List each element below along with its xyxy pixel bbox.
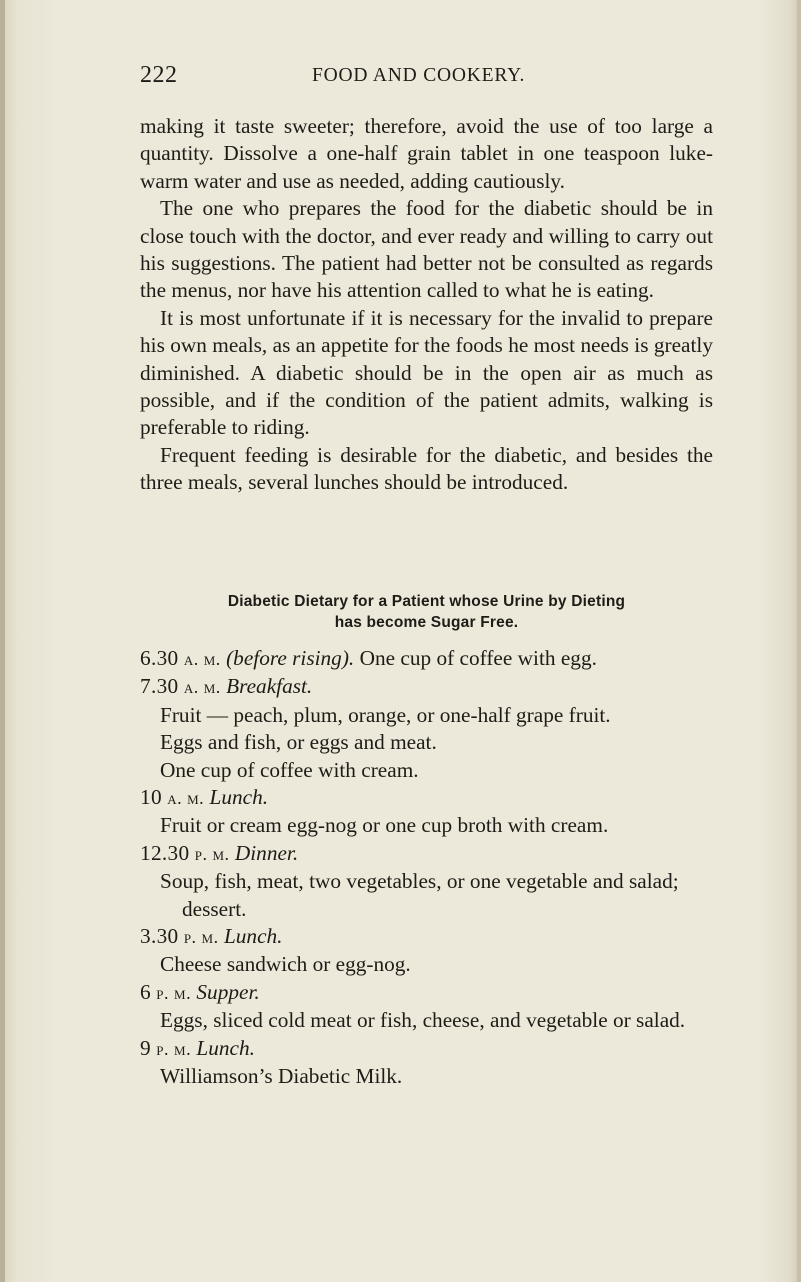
menu-entry bbox=[140, 784, 713, 812]
menu-ampm: a. m. bbox=[183, 649, 221, 669]
menu-item: Fruit — peach, plum, orange, or one-half grape fruit. bbox=[160, 702, 611, 727]
menu-meal: Breakfast. bbox=[226, 674, 313, 699]
menu-ampm: a. m. bbox=[183, 677, 221, 698]
menu-meal: Lunch. bbox=[196, 1035, 255, 1060]
menu-meal: Dinner. bbox=[234, 840, 299, 865]
menu-time: 3.30 bbox=[140, 924, 179, 949]
page-right-edge bbox=[797, 0, 801, 1282]
section-heading bbox=[140, 591, 713, 633]
paragraph: Frequent feeding is desirable for the diabetic, and besides the three meals, several lunches should be introduced. bbox=[140, 442, 713, 495]
menu-ampm: p. m. bbox=[156, 982, 192, 1003]
menu-ampm: p. m. bbox=[194, 843, 230, 864]
body-text bbox=[140, 113, 713, 497]
paragraph: making it taste sweeter; therefore, avoid the use of too large a quantity. Dissolve a one-half grain tablet in one teaspoon luke-warm water and use as needed, adding cautiously. bbox=[140, 114, 713, 193]
menu-entry bbox=[140, 673, 713, 701]
menu-inline-text: One cup of coffee with egg. bbox=[359, 646, 597, 670]
section-heading-line: has become Sugar Free. bbox=[334, 614, 519, 631]
menu-meal: Supper. bbox=[196, 979, 260, 1004]
menu-time: 10 bbox=[140, 785, 162, 810]
menu-entry bbox=[140, 645, 713, 673]
menu-item: Fruit or cream egg-nog or one cup broth with cream. bbox=[160, 813, 609, 838]
menu-item: One cup of coffee with cream. bbox=[160, 757, 419, 782]
menu-time: 6 bbox=[140, 979, 151, 1004]
menu-entry bbox=[140, 840, 713, 868]
menu-time: 7.30 bbox=[140, 674, 179, 699]
running-head: FOOD AND COOKERY. bbox=[312, 65, 526, 86]
page-left-edge bbox=[0, 0, 5, 1282]
menu-ampm: p. m. bbox=[156, 1038, 192, 1059]
menu-time: 9 bbox=[140, 1035, 151, 1060]
paragraph: The one who prepares the food for the diabetic should be in close touch with the doctor, and ever ready and willing to carry out his suggestions. The patient had better not be consulted as regards the menus, nor have his attention called to what he is eating. bbox=[140, 196, 713, 303]
menu-item: Cheese sandwich or egg-nog. bbox=[160, 952, 411, 977]
page-header bbox=[140, 62, 660, 92]
menu-item: Williamson’s Diabetic Milk. bbox=[160, 1064, 403, 1089]
menu-time: 12.30 bbox=[140, 840, 190, 865]
menu-entry bbox=[140, 1035, 713, 1063]
menu-meal: Lunch. bbox=[209, 785, 269, 810]
menu-meal: (before rising). bbox=[226, 646, 355, 670]
diet-menu bbox=[140, 645, 713, 1091]
section-heading-line: Diabetic Dietary for a Patient whose Urine by Dieting bbox=[227, 593, 626, 610]
menu-item: Soup, fish, meat, two vegetables, or one vegetable and salad; dessert. bbox=[160, 869, 679, 921]
menu-ampm: p. m. bbox=[183, 927, 219, 948]
page-number: 222 bbox=[140, 62, 178, 88]
menu-meal: Lunch. bbox=[223, 924, 283, 949]
menu-item: Eggs, sliced cold meat or fish, cheese, and vegetable or salad. bbox=[160, 1008, 686, 1033]
paragraph: It is most unfortunate if it is necessary for the invalid to prepare his own meals, as an appetite for the foods he most needs is greatly diminished. A diabetic should be in the open air as much as possible, and if the condition of the patient admits, walking is preferable to riding. bbox=[140, 305, 713, 440]
menu-time: 6.30 bbox=[140, 646, 179, 670]
menu-item: Eggs and fish, or eggs and meat. bbox=[160, 730, 437, 755]
menu-entry bbox=[140, 923, 713, 951]
menu-entry bbox=[140, 979, 713, 1007]
menu-ampm: a. m. bbox=[167, 788, 205, 809]
